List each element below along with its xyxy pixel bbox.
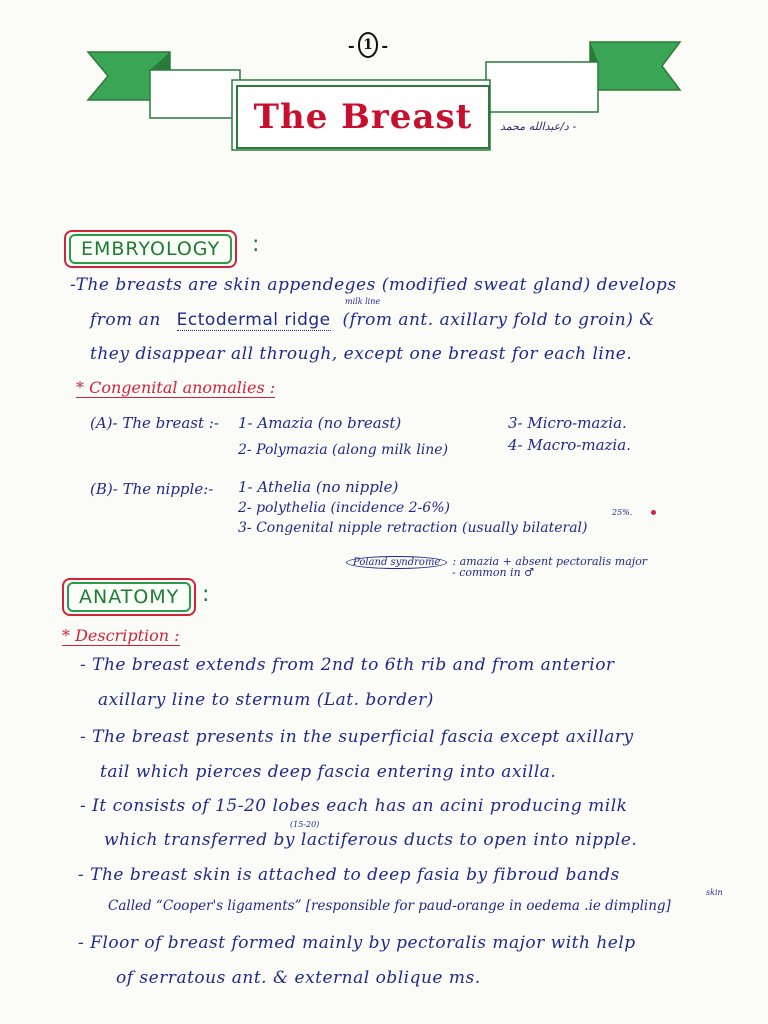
anomaly-b2: 2- polythelia (incidence 2-6%) (238, 500, 450, 516)
anatomy-p4-line-1: - The breast skin is attached to deep fasia by fibroud bands (78, 865, 620, 885)
page-number-value: 1 (358, 32, 379, 58)
anatomy-p1-line-1: - The breast extends from 2nd to 6th rib and from anterior (80, 655, 615, 675)
anatomy-heading: ANATOMY (67, 582, 191, 612)
anatomy-p2-line-2: tail which pierces deep fascia entering into axilla. (100, 762, 557, 782)
anatomy-p5-line-2: of serratous ant. & external oblique ms. (116, 968, 481, 988)
anomaly-a3: 3- Micro-mazia. (508, 414, 627, 432)
anomaly-a2: 2- Polymazia (along milk line) (238, 442, 449, 458)
title-box (236, 85, 490, 149)
red-dot-marker (651, 510, 656, 515)
anomaly-a4: 4- Macro-mazia. (508, 436, 631, 454)
anatomy-p3-note: (15-20) (290, 820, 320, 829)
embryology-line-2-start: from an (90, 310, 161, 330)
description-heading (62, 626, 180, 645)
anatomy-p5-line-1: - Floor of breast formed mainly by pectoralis major with help (78, 933, 636, 953)
author-signature: د/عبدالله محمد - (500, 120, 577, 133)
description-label: * Description : (62, 626, 180, 645)
anatomy-p3-line-1: - It consists of 15-20 lobes each has an acini producing milk (80, 796, 628, 816)
page-title: The Breast (253, 97, 473, 137)
congenital-anomalies-heading (76, 378, 275, 397)
ectodermal-ridge-term: Ectodermal ridge (176, 310, 331, 330)
poland-syndrome-definition: : amazia + absent pectoralis major (452, 555, 648, 568)
embryology-heading-box (64, 230, 237, 268)
embryology-line-2 (90, 310, 655, 330)
anatomy-colon: : (202, 582, 210, 607)
poland-syndrome-common: - common in ♂ (452, 566, 535, 579)
anatomy-p2-line-1: - The breast presents in the superficial fascia except axillary (80, 727, 634, 747)
anomaly-b3-percent: 25%. (612, 508, 633, 517)
embryology-colon: : (252, 232, 260, 257)
congenital-anomalies-label: * Congenital anomalies : (76, 378, 276, 397)
anatomy-p4-line-2: Called “Cooper's ligaments” [responsible for paud-orange in oedema .ie dimpling] (108, 898, 671, 914)
embryology-line-3: they disappear all through, except one breast for each line. (90, 344, 633, 364)
page-number: - 1 - (348, 32, 388, 58)
anomaly-b-label: (B)- The nipple:- (90, 480, 214, 498)
poland-syndrome-label: Poland syndrome (346, 556, 447, 569)
anomaly-b1: 1- Athelia (no nipple) (238, 478, 399, 496)
anomaly-a1: 1- Amazia (no breast) (238, 414, 402, 432)
anatomy-p4-note: skin (706, 888, 723, 897)
milk-line-note: milk line (345, 297, 381, 306)
anatomy-p1-line-2: axillary line to sternum (Lat. border) (98, 690, 434, 710)
embryology-heading: EMBRYOLOGY (69, 234, 232, 264)
title-banner (0, 0, 768, 170)
embryology-line-1: -The breasts are skin appendeges (modified sweat gland) develops (70, 275, 677, 295)
anatomy-p3-line-2: which transferred by lactiferous ducts to open into nipple. (104, 830, 638, 850)
anomaly-b3: 3- Congenital nipple retraction (usually bilateral) (238, 520, 588, 536)
embryology-line-2-end: (from ant. axillary fold to groin) & (342, 310, 655, 330)
anatomy-heading-box (62, 578, 196, 616)
anomaly-a-label: (A)- The breast :- (90, 414, 219, 432)
